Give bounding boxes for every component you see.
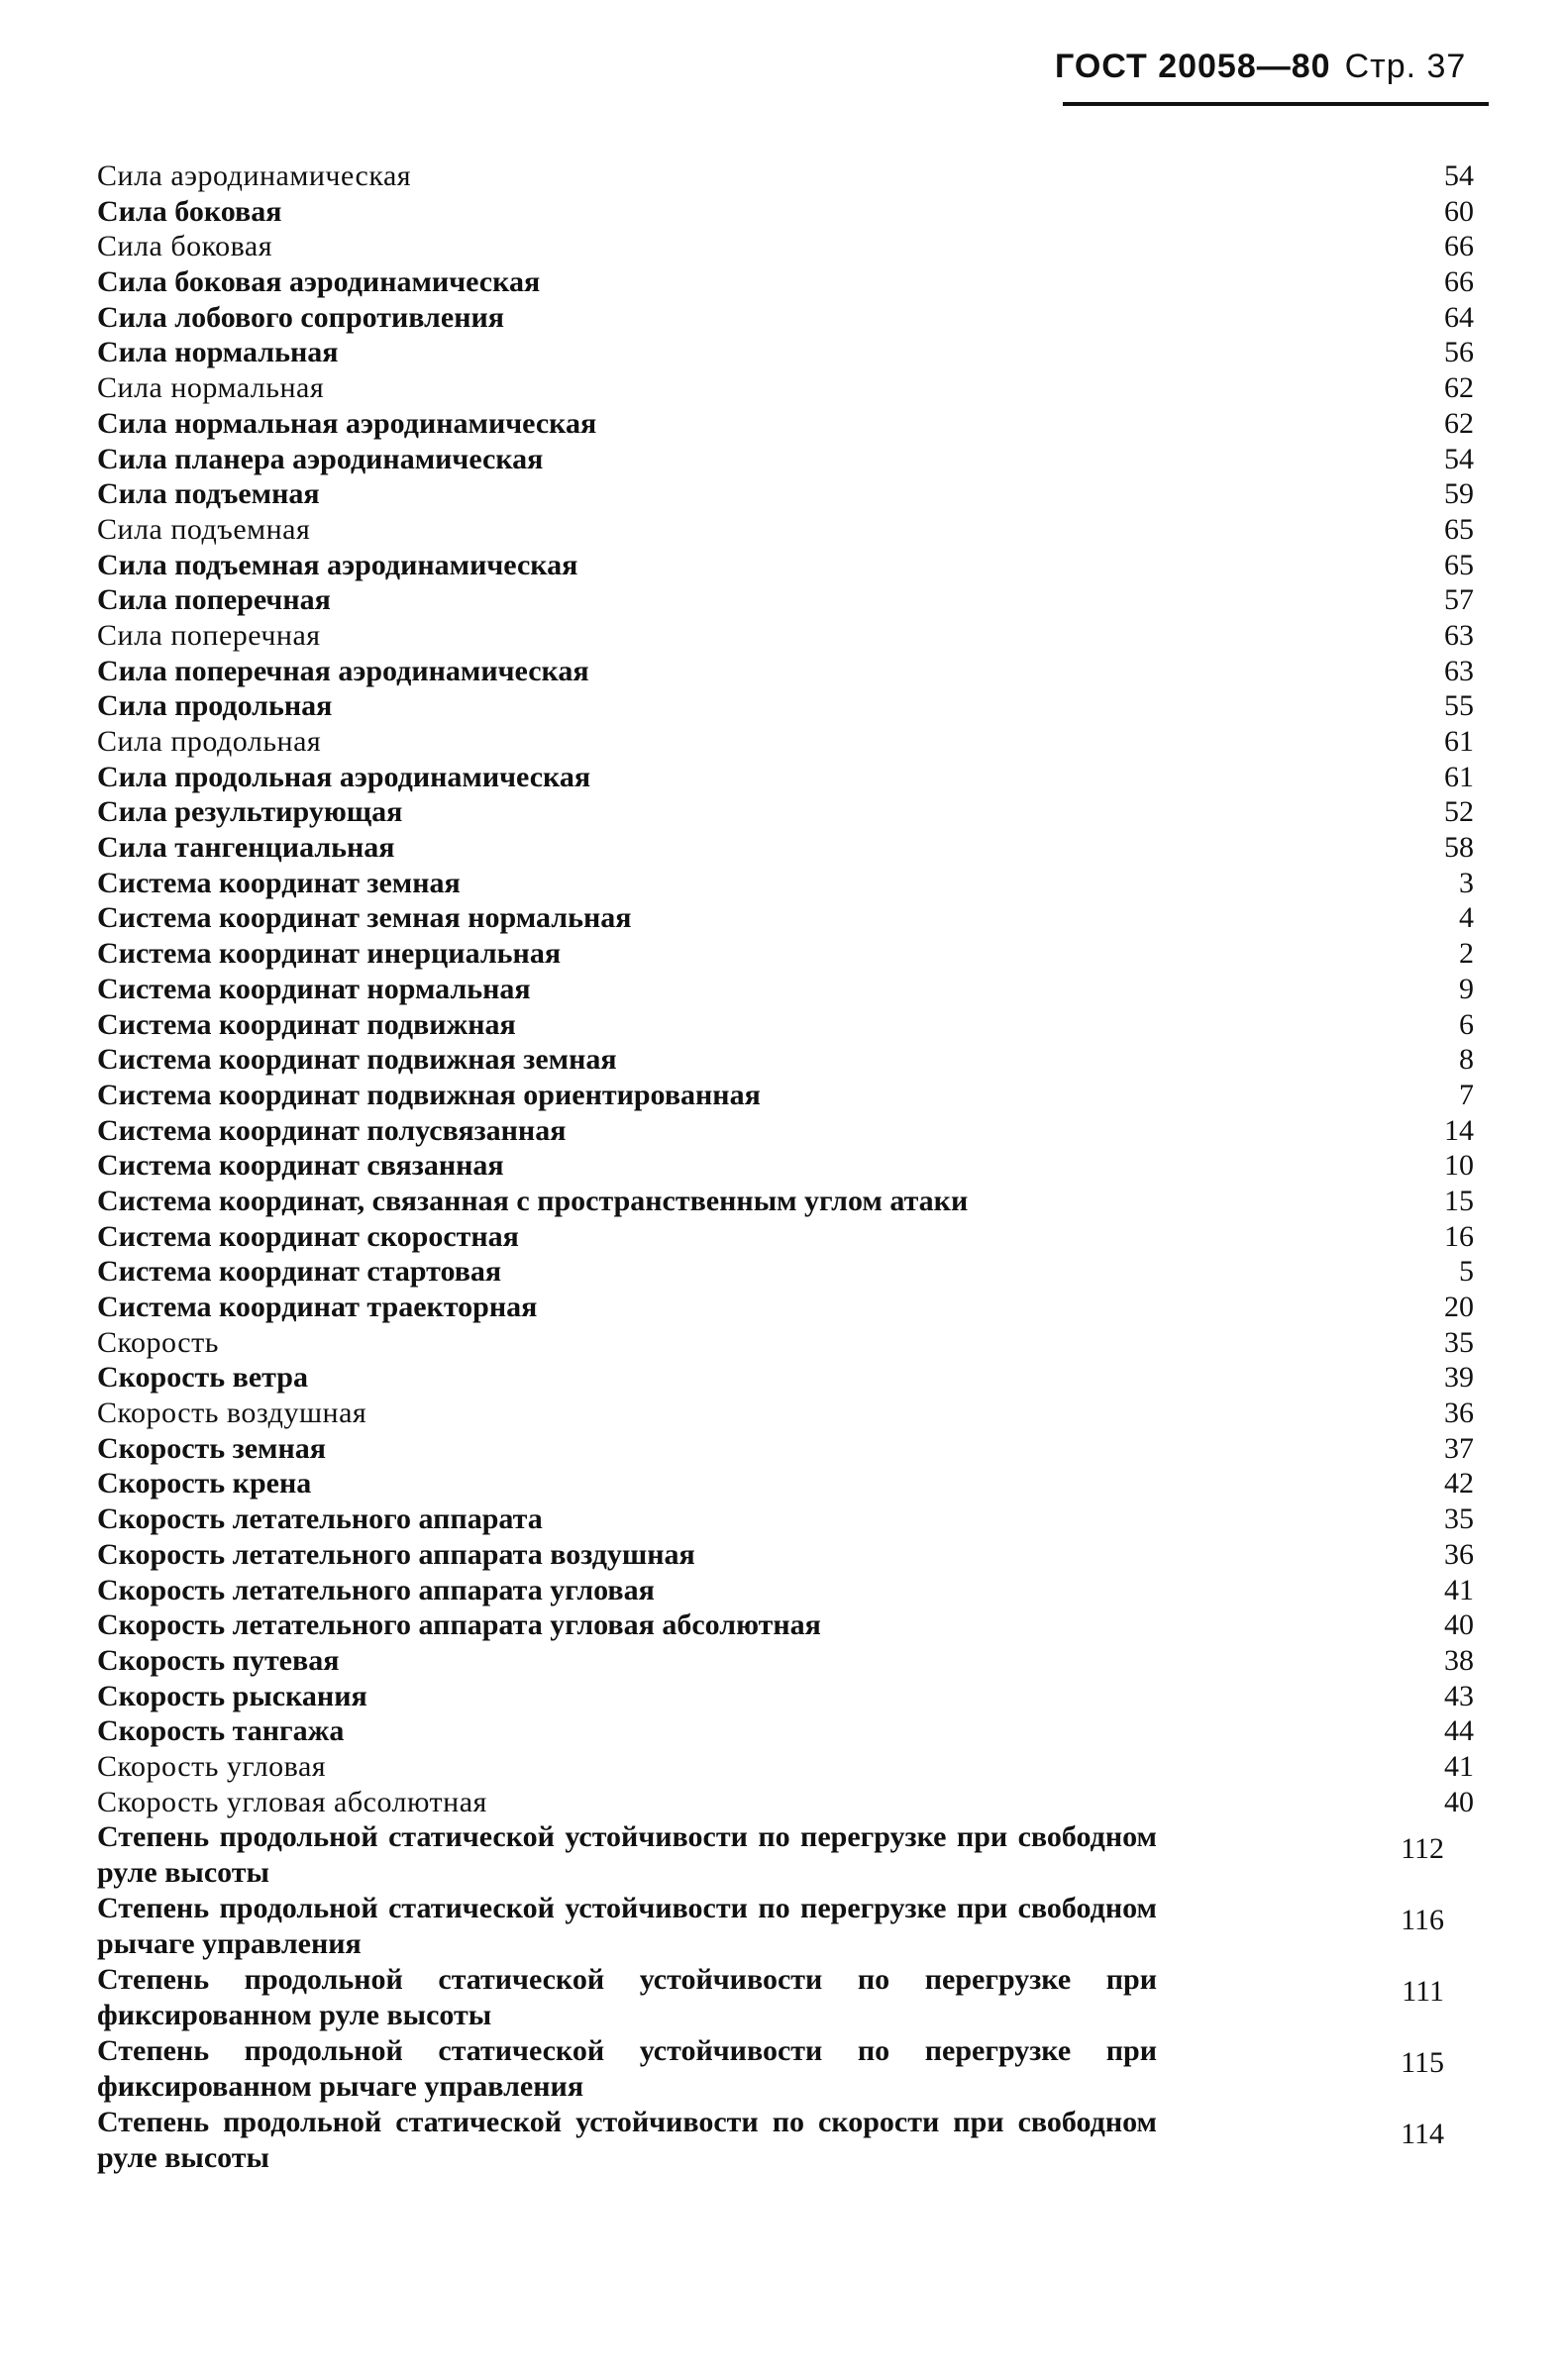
- index-term: Сила продольная аэродинамическая: [97, 760, 591, 793]
- index-entry: [97, 1325, 1484, 1361]
- index-entry: [97, 1360, 1484, 1396]
- index-entry: [97, 1713, 1484, 1749]
- index-entry: [97, 1466, 1484, 1501]
- index-entry-multiline: [97, 1891, 1484, 1962]
- index-term: Система координат траекторная: [97, 1291, 538, 1323]
- index-term: Система координат, связанная с пространственным углом атаки: [97, 1184, 969, 1217]
- index-page-number: 9: [1459, 972, 1474, 1005]
- index-entry-multiline: [97, 2033, 1484, 2105]
- index-page-number: 40: [1444, 1785, 1474, 1818]
- index-entry: [97, 1184, 1484, 1219]
- index-page-number: 38: [1444, 1643, 1474, 1677]
- index-entry: [97, 512, 1484, 548]
- index-entry: [97, 830, 1484, 866]
- index-term: Сила нормальная: [97, 371, 325, 405]
- index-page-number: 42: [1444, 1467, 1474, 1500]
- index-entry: [97, 688, 1484, 724]
- index-entry: [97, 370, 1484, 406]
- index-page-number: 16: [1444, 1219, 1474, 1253]
- index-term: Система координат земная нормальная: [97, 901, 632, 935]
- index-term: Сила боковая аэродинамическая: [97, 265, 541, 299]
- index-entry: [97, 300, 1484, 336]
- index-entry: [97, 724, 1484, 760]
- index-entry: [97, 900, 1484, 936]
- index-term: Скорость летательного аппарата угловая: [97, 1573, 655, 1606]
- index-entry: [97, 654, 1484, 689]
- index-entry: [97, 1042, 1484, 1078]
- index-page-number: 62: [1444, 371, 1474, 405]
- index-page-number: 112: [1401, 1832, 1444, 1866]
- page-number: Стр. 37: [1344, 48, 1467, 85]
- index-entry: [97, 406, 1484, 442]
- index-term: Скорость рыскания: [97, 1679, 367, 1712]
- index-page-number: 63: [1444, 618, 1474, 652]
- index-entry: [97, 548, 1484, 583]
- index-page-number: 63: [1444, 654, 1474, 687]
- index-term: Сила поперечная: [97, 618, 321, 652]
- index-term: Сила подъемная: [97, 477, 320, 511]
- index-term: Система координат стартовая: [97, 1255, 502, 1289]
- index-entry: [97, 1431, 1484, 1467]
- index-term: Скорость угловая абсолютная: [97, 1785, 487, 1818]
- index-term: Скорость путевая: [97, 1643, 340, 1677]
- index-entry: [97, 158, 1484, 194]
- index-entry: [97, 1679, 1484, 1714]
- index-term: Степень продольной статической устойчивости по перегрузке при фиксированном рычаге управления: [97, 2034, 1157, 2104]
- index-entry-multiline: [97, 2105, 1484, 2176]
- index-page-number: 35: [1444, 1502, 1474, 1536]
- index-page-number: 36: [1444, 1537, 1474, 1571]
- index-page-number: 5: [1459, 1255, 1474, 1289]
- index-page-number: 55: [1444, 689, 1474, 723]
- index-entry: [97, 760, 1484, 795]
- index-term: Степень продольной статической устойчивости по перегрузке при фиксированном руле высоты: [97, 1963, 1157, 2032]
- index-term: Сила подъемная аэродинамическая: [97, 548, 578, 581]
- index-entry: [97, 194, 1484, 230]
- index-entry: [97, 972, 1484, 1007]
- index-term: Скорость воздушная: [97, 1397, 367, 1430]
- index-page-number: 114: [1401, 2118, 1444, 2151]
- index-term: Сила продольная: [97, 725, 322, 758]
- index-page-number: 39: [1444, 1361, 1474, 1395]
- index-page-number: 10: [1444, 1149, 1474, 1183]
- index-term: Сила планера аэродинамическая: [97, 442, 544, 475]
- index-page-number: 4: [1459, 901, 1474, 935]
- index-page-number: 61: [1444, 760, 1474, 793]
- index-page-number: 2: [1459, 937, 1474, 971]
- index-entry: [97, 1607, 1484, 1643]
- index-page-number: 35: [1444, 1325, 1474, 1359]
- index-term: Скорость ветра: [97, 1361, 308, 1395]
- index-entry-multiline: [97, 1962, 1484, 2033]
- index-page-number: 8: [1459, 1043, 1474, 1077]
- index-page-number: 62: [1444, 406, 1474, 440]
- index-term: Система координат земная: [97, 866, 461, 899]
- index-entry-multiline: [97, 1819, 1484, 1891]
- index-term: Скорость летательного аппарата: [97, 1502, 543, 1536]
- index-term: Сила боковая: [97, 230, 273, 263]
- index-page-number: 59: [1444, 477, 1474, 511]
- index-term: Скорость: [97, 1325, 219, 1359]
- index-entry: [97, 229, 1484, 264]
- index-page-number: 7: [1459, 1078, 1474, 1111]
- index-term: Система координат подвижная земная: [97, 1043, 617, 1077]
- index-term: Скорость летательного аппарата воздушная: [97, 1537, 695, 1571]
- index-entry: [97, 1537, 1484, 1573]
- page-header: [1055, 48, 1466, 86]
- index-page-number: 60: [1444, 194, 1474, 228]
- index-term: Скорость крена: [97, 1467, 312, 1500]
- index-page-number: 36: [1444, 1397, 1474, 1430]
- index-page-number: 15: [1444, 1184, 1474, 1217]
- index-page-number: 115: [1401, 2046, 1444, 2080]
- index-page-number: 41: [1444, 1573, 1474, 1606]
- index-term: Сила нормальная аэродинамическая: [97, 406, 597, 440]
- index-page-number: 65: [1444, 512, 1474, 546]
- index-page-number: 116: [1401, 1904, 1444, 1937]
- index-term: Сила результирующая: [97, 795, 403, 829]
- index-entry: [97, 442, 1484, 477]
- index-term: Сила продольная: [97, 689, 333, 723]
- index-term: Система координат подвижная ориентированная: [97, 1078, 761, 1111]
- index-entry: [97, 1643, 1484, 1679]
- index-entry: [97, 264, 1484, 300]
- index-page-number: 52: [1444, 795, 1474, 829]
- index-entry: [97, 1254, 1484, 1290]
- index-entry: [97, 1148, 1484, 1184]
- index-page-number: 41: [1444, 1749, 1474, 1783]
- index-entry: [97, 936, 1484, 972]
- header-rule: [1063, 102, 1489, 106]
- index-term: Система координат скоростная: [97, 1219, 519, 1253]
- index-term: Степень продольной статической устойчивости по перегрузке при свободном руле высоты: [97, 1820, 1157, 1890]
- index-term: Система координат инерциальная: [97, 937, 562, 971]
- index-entry: [97, 1501, 1484, 1537]
- index-page-number: 66: [1444, 265, 1474, 299]
- index-term: Система координат связанная: [97, 1149, 504, 1183]
- index-entry: [97, 1007, 1484, 1043]
- index-entry: [97, 582, 1484, 618]
- index-entry: [97, 1078, 1484, 1113]
- index-entry: [97, 794, 1484, 830]
- index-page-number: 43: [1444, 1679, 1474, 1712]
- index-entry: [97, 1290, 1484, 1325]
- index-page-number: 57: [1444, 583, 1474, 617]
- index-entry: [97, 1749, 1484, 1785]
- index-entry: [97, 866, 1484, 901]
- index-term: Система координат подвижная: [97, 1007, 516, 1041]
- index-entry: [97, 1785, 1484, 1820]
- index-term: Скорость летательного аппарата угловая абсолютная: [97, 1608, 821, 1642]
- index-term: Степень продольной статической устойчивости по скорости при свободном руле высоты: [97, 2106, 1157, 2175]
- index-term: Сила нормальная: [97, 336, 339, 369]
- index-page-number: 54: [1444, 442, 1474, 475]
- index-term: Скорость тангажа: [97, 1714, 345, 1748]
- index-entry: [97, 335, 1484, 370]
- index-entry: [97, 1219, 1484, 1255]
- index-term: Система координат полусвязанная: [97, 1113, 567, 1147]
- index-term: Сила поперечная аэродинамическая: [97, 654, 589, 687]
- index-term: Степень продольной статической устойчивости по перегрузке при свободном рычаге управления: [97, 1892, 1157, 1961]
- index-page-number: 20: [1444, 1291, 1474, 1323]
- index-entry: [97, 1573, 1484, 1608]
- index-term: Сила подъемная: [97, 512, 311, 546]
- index-page-number: 111: [1402, 1975, 1444, 2009]
- index-term: Сила тангенциальная: [97, 831, 395, 865]
- index-term: Сила поперечная: [97, 583, 331, 617]
- index-page-number: 40: [1444, 1608, 1474, 1642]
- index-page-number: 61: [1444, 725, 1474, 758]
- index-page-number: 64: [1444, 300, 1474, 334]
- index-page-number: 37: [1444, 1431, 1474, 1465]
- index-page-number: 6: [1459, 1007, 1474, 1041]
- index-term: Скорость угловая: [97, 1749, 327, 1783]
- index-page-number: 58: [1444, 831, 1474, 865]
- index-term: Сила боковая: [97, 194, 282, 228]
- index-page-number: 56: [1444, 336, 1474, 369]
- index-term: Сила лобового сопротивления: [97, 300, 505, 334]
- standard-number: ГОСТ 20058—80: [1055, 48, 1331, 85]
- index-page-number: 54: [1444, 159, 1474, 192]
- index-entry: [97, 476, 1484, 512]
- index-entry: [97, 1396, 1484, 1431]
- alphabetical-index: [97, 158, 1484, 2176]
- index-term: Скорость земная: [97, 1431, 326, 1465]
- index-page-number: 3: [1459, 866, 1474, 899]
- index-page-number: 44: [1444, 1714, 1474, 1748]
- index-page-number: 66: [1444, 230, 1474, 263]
- index-page-number: 14: [1444, 1113, 1474, 1147]
- index-entry: [97, 618, 1484, 654]
- index-entry: [97, 1113, 1484, 1149]
- index-term: Сила аэродинамическая: [97, 159, 412, 192]
- index-page-number: 65: [1444, 548, 1474, 581]
- index-term: Система координат нормальная: [97, 972, 531, 1005]
